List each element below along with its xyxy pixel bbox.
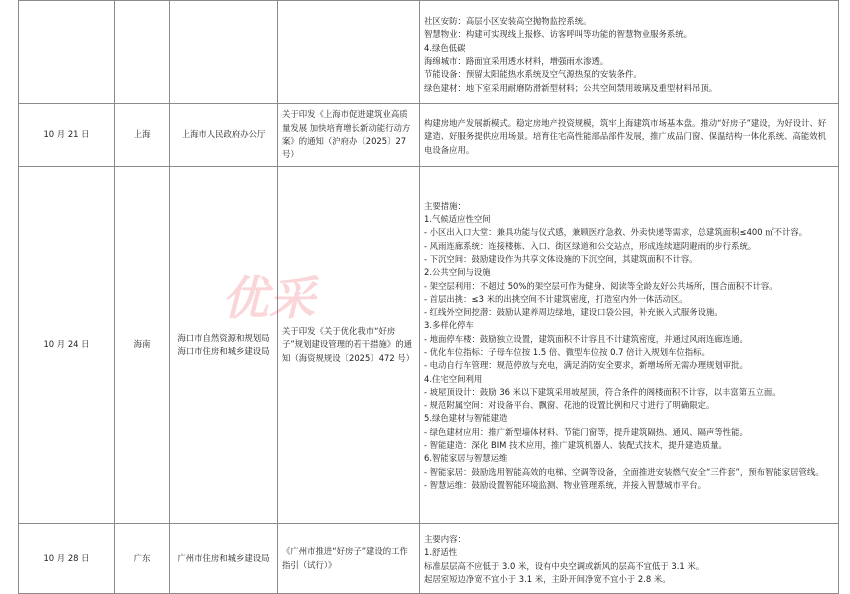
department-name: 海口市自然资源和规划局 海口市住房和城乡建设局 xyxy=(177,332,270,356)
title-cell xyxy=(278,167,420,524)
content-line: - 下沉空间：鼓励建设作为共享文体设施的下沉空间，其建筑面积不计容。 xyxy=(424,253,698,264)
policy-title: 《广州市推进“好房子”建设的工作指引（试行）》 xyxy=(282,546,408,570)
content-line: - 智能建造：深化 BIM 技术应用，推广建筑机器人、装配式技术，提升建造质量。 xyxy=(424,440,727,451)
watermark-logo: 优采 xyxy=(222,271,316,325)
content-line: 2.公共空间与设施 xyxy=(424,267,491,278)
content-line: 主要措施： xyxy=(424,200,466,211)
content-line: 4.绿色低碳 xyxy=(424,42,466,53)
content-line: 4.住宅空间利用 xyxy=(424,373,483,384)
department-cell xyxy=(170,167,278,524)
content-line: 绿色建材：地下室采用耐磨防滑新型材料；公共空间禁用玻璃及重型材料吊顶。 xyxy=(424,82,718,93)
content-line: - 电动自行车管理：规范停放与充电，满足消防安全要求，新增场所无需办理规划审批。 xyxy=(424,360,748,371)
content-line: - 红线外空间挖潜：鼓励认建养周边绿地，建设口袋公园，补充嵌入式服务设施。 xyxy=(424,307,723,318)
table-row xyxy=(19,167,839,524)
content-line: - 智能家居：鼓励选用智能高效的电梯、空调等设备，全面推进安装燃气安全“三件套”，预布智能家居管线。 xyxy=(424,466,824,477)
policy-title: 关于印发《上海市促进建筑业高质量发展 加快培育增长新动能行动方案》的通知（沪府办〔2025〕27 号） xyxy=(282,109,411,160)
content-line: 1.舒适性 xyxy=(424,547,458,558)
content-line: 标准层层高不应低于 3.0 米，设有中央空调或新风的层高不宜低于 3.1 米。 xyxy=(424,560,705,571)
content-line: - 智慧运维：鼓励设置智能环境监测、物业管理系统，并接入智慧城市平台。 xyxy=(424,479,707,490)
policy-title: 关于印发《关于优化我市“好房子”规划建设管理的若干措施》的通知（海资规规设〔2025〕472 号） xyxy=(282,326,415,363)
content-line: - 架空层利用：不超过 50%的架空层可作为健身、阅读等全龄友好公共场所，围合面积不计容。 xyxy=(424,280,778,291)
content-line: 社区安防：高层小区安装高空抛物监控系统。 xyxy=(424,16,592,27)
content-paragraph: 构建房地产发展新模式。稳定房地产投资规模，筑牢上海建筑市场基本盘。推动“好房子”建设，为好设计、好建造、好服务提供应用场景。培育住宅高性能部品部件发展，推广成品门窗、保温结构一体化系统、高能效机电设备应用。 xyxy=(424,118,827,155)
content-line: - 优化车位指标：子母车位按 1.5 倍、微型车位按 0.7 倍计入规划车位指标。 xyxy=(424,347,710,357)
content-cell xyxy=(420,167,839,524)
policy-table xyxy=(18,0,839,594)
content-line: 节能设备：预留太阳能热水系统及空气源热泵的安装条件。 xyxy=(424,69,642,80)
content-line: 主要内容： xyxy=(424,533,466,544)
table-row xyxy=(19,104,839,167)
content-line: - 坡屋顶设计：鼓励 36 米以下建筑采用坡屋顶，符合条件的阁楼面积不计容，以丰富第五立面。 xyxy=(424,386,781,397)
content-line: - 首层出挑：≤3 米的出挑空间不计建筑密度，打造室内外一体活动区。 xyxy=(424,293,688,304)
title-cell xyxy=(278,524,420,594)
date-cell: 10 月 24 日 xyxy=(19,167,115,524)
region-cell: 海南 xyxy=(115,167,170,524)
content-line: - 规范附属空间：对设备平台、飘窗、花池的设置比例和尺寸进行了明确限定。 xyxy=(424,400,715,411)
content-line: 5.绿色建材与智能建造 xyxy=(424,413,508,424)
content-line: - 小区出入口大堂：兼具功能与仪式感，兼顾医疗急救、外卖快递等需求，总建筑面积≤400 ㎡不计容。 xyxy=(424,227,808,238)
date-cell: 10 月 28 日 xyxy=(19,524,115,594)
department-name: 广州市住房和城乡建设局 xyxy=(177,552,270,563)
date-cell xyxy=(19,1,115,104)
content-line: 起居室短边净宽不宜小于 3.1 米，主卧开间净宽不宜小于 2.8 米。 xyxy=(424,573,671,584)
content-line: 海绵城市：路面宜采用透水材料，增强雨水渗透。 xyxy=(424,56,609,66)
department-cell: 上海市人民政府办公厅 xyxy=(170,104,278,167)
content-line: 6.智能家居与智慧运维 xyxy=(424,453,508,464)
content-line: - 风雨连廊系统：连接楼栋、入口、街区绿道和公交站点，形成连续遮阴避雨的步行系统。 xyxy=(424,240,757,251)
date-cell: 10 月 21 日 xyxy=(19,104,115,167)
table-row xyxy=(19,524,839,594)
table-row xyxy=(19,1,839,104)
content-cell xyxy=(420,104,839,167)
region-cell: 上海 xyxy=(115,104,170,167)
region-cell: 广东 xyxy=(115,524,170,594)
region-cell xyxy=(115,1,170,104)
content-line: 智慧物业：构建可实现线上报修、访客呼叫等功能的智慧物业服务系统。 xyxy=(424,29,692,40)
title-cell xyxy=(278,104,420,167)
content-line: 1.气候适应性空间 xyxy=(424,214,491,225)
department-cell xyxy=(170,1,278,104)
content-line: - 绿色建材应用：推广新型墙体材料、节能门窗等，提升建筑隔热、通风、隔声等性能。 xyxy=(424,426,748,437)
content-line: - 地面停车楼：鼓励独立设置，建筑面积不计容且不计建筑密度，并通过风雨连廊连通。 xyxy=(424,333,748,344)
title-cell xyxy=(278,1,420,104)
department-cell xyxy=(170,524,278,594)
content-cell xyxy=(420,524,839,594)
content-cell xyxy=(420,1,839,104)
content-line: 3.多样化停车 xyxy=(424,320,474,331)
